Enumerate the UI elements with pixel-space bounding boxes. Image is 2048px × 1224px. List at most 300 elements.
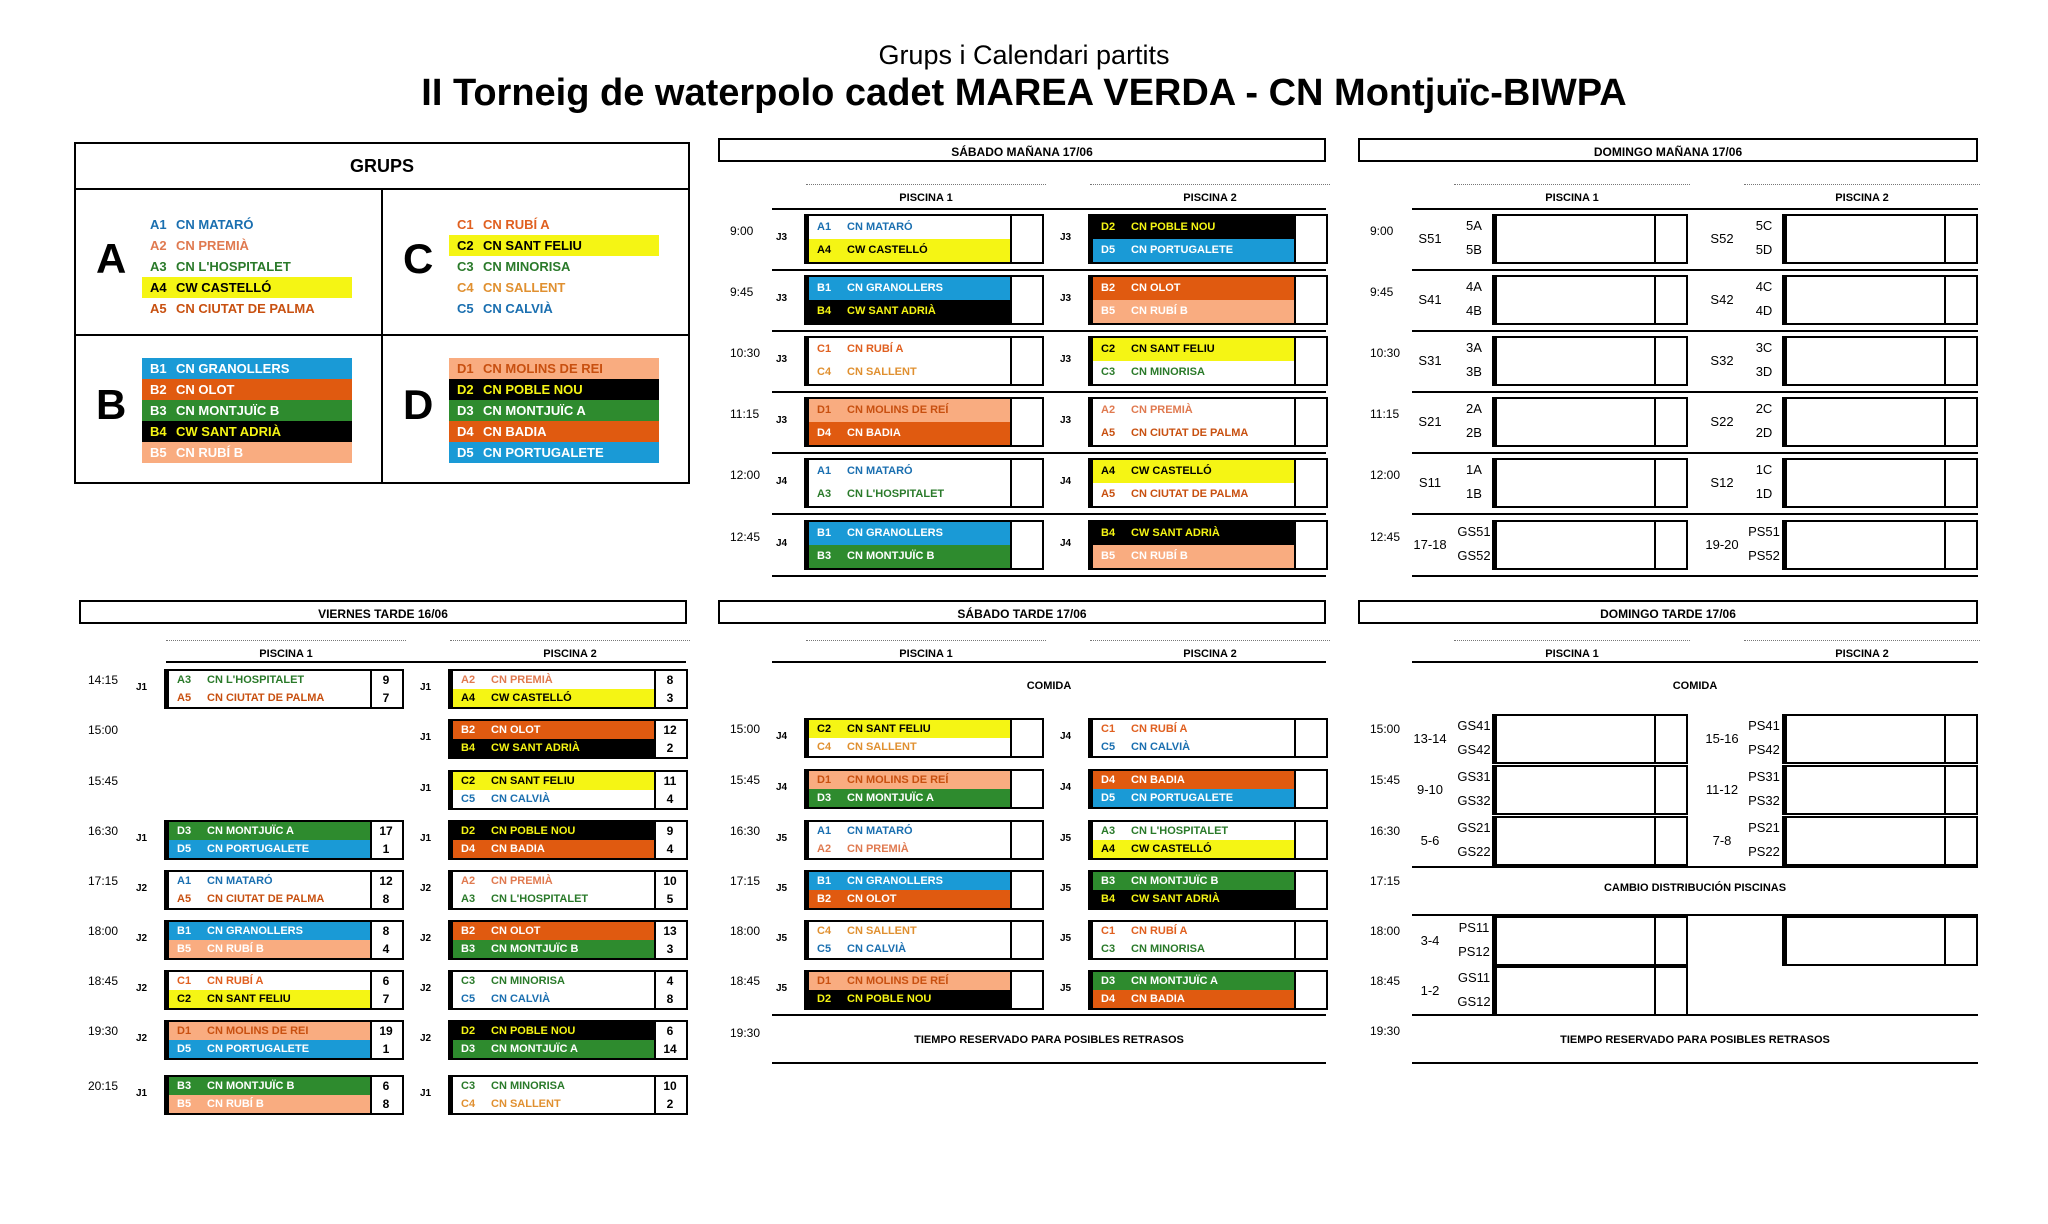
team-name: CN PORTUGALETE (207, 1043, 310, 1055)
score-column (1010, 399, 1042, 445)
team-name: CN MOLINS DE REÍ (847, 774, 949, 786)
score-value: 4 (666, 792, 674, 806)
pool-2-heading: PISCINA 2 (1183, 192, 1237, 204)
score-value: 10 (663, 874, 677, 888)
team-name: CN RUBÍ B (207, 1098, 264, 1110)
team-name: CN OLOT (491, 925, 541, 937)
time-slot: 16:30 (1370, 824, 1401, 838)
score-value: 8 (382, 1097, 390, 1111)
score-value: 19 (379, 1024, 393, 1038)
match-box (804, 820, 1044, 860)
team-code: D1 (817, 975, 832, 987)
match-label: S31 (1418, 353, 1442, 368)
team-code: B1 (150, 361, 167, 376)
match-box (448, 970, 688, 1010)
team-row (169, 1022, 372, 1040)
match-box (1492, 765, 1688, 815)
score-column (1944, 460, 1976, 506)
match-label: S51 (1418, 231, 1442, 246)
team-code: B4 (1101, 527, 1116, 539)
team-code: D4 (461, 843, 476, 855)
team-name: CN MOLINS DE REI (483, 361, 603, 376)
time-slot: 9:00 (730, 224, 754, 238)
match-box (1088, 458, 1328, 508)
group-team-item (449, 235, 659, 256)
team-row (169, 940, 372, 958)
score-column (1654, 918, 1686, 964)
team-code: B3 (461, 943, 476, 955)
team-name: CW SANT ADRIÀ (491, 742, 580, 754)
score-column (654, 922, 686, 958)
pool-1-heading: PISCINA 1 (899, 648, 953, 660)
time-slot: 15:00 (1370, 722, 1401, 736)
team-name: CN PREMIÀ (491, 674, 553, 686)
team-row (809, 460, 1012, 483)
group-team-item (449, 298, 659, 319)
team-row (169, 1095, 372, 1113)
heading-underline (772, 208, 1326, 210)
team-row (453, 689, 656, 707)
team-code: D5 (457, 445, 474, 460)
match-label: S32 (1710, 353, 1734, 368)
row-separator (772, 330, 1326, 332)
team-row (809, 990, 1012, 1008)
round-label: J3 (1060, 354, 1072, 365)
score-column (1654, 460, 1686, 506)
score-column (1654, 216, 1686, 262)
heading-underline (1412, 661, 1978, 663)
seed-a: 3A (1466, 340, 1482, 355)
group-team-item (142, 358, 352, 379)
team-row (809, 922, 1012, 940)
team-name: CN MATARÓ (207, 875, 273, 887)
team-row (169, 872, 372, 890)
score-column (1294, 277, 1326, 323)
round-label: J5 (776, 933, 788, 944)
team-name: CN L'HOSPITALET (847, 488, 945, 500)
team-name: CN SANT FELIU (491, 775, 575, 787)
team-code: A1 (817, 825, 832, 837)
match-box (804, 336, 1044, 386)
team-code: C5 (817, 943, 832, 955)
team-row (1093, 872, 1296, 890)
score-column (1010, 822, 1042, 858)
team-name: CN MONTJUÏC A (491, 1043, 578, 1055)
round-label: J5 (776, 983, 788, 994)
score-column (1010, 972, 1042, 1008)
time-slot: 11:15 (1370, 407, 1400, 421)
group-b-items (142, 358, 352, 463)
time-slot: 9:00 (1370, 224, 1394, 238)
team-code: B4 (1101, 893, 1116, 905)
team-code: B1 (177, 925, 192, 937)
team-row (169, 1040, 372, 1058)
team-code: B2 (150, 382, 167, 397)
row-separator (772, 575, 1326, 577)
score-column (1654, 968, 1686, 1014)
team-name: CN GRANOLLERS (847, 282, 943, 294)
team-row (453, 872, 656, 890)
match-box (1088, 769, 1328, 809)
team-row (453, 822, 656, 840)
saturday-morning-title: SÁBADO MAÑANA 17/06 (718, 138, 1326, 162)
team-code: D2 (817, 993, 832, 1005)
team-name: CN POBLE NOU (491, 825, 576, 837)
pool-1-heading: PISCINA 1 (1545, 192, 1599, 204)
team-code: A1 (817, 465, 832, 477)
score-column (1654, 716, 1686, 762)
team-name: CN MONTJUÏC B (1131, 875, 1219, 887)
row-separator (772, 1014, 1326, 1016)
match-label: S52 (1710, 231, 1734, 246)
time-slot: 10:30 (730, 346, 761, 360)
team-row (809, 890, 1012, 908)
team-row (809, 277, 1012, 300)
seed-b: 5D (1755, 242, 1773, 257)
team-code: D1 (457, 361, 474, 376)
heading-underline (772, 661, 1326, 663)
score-column (1010, 277, 1042, 323)
team-name: CN PREMIÀ (847, 843, 909, 855)
team-row (169, 972, 372, 990)
match-box (1088, 397, 1328, 447)
team-name: CW CASTELLÓ (491, 692, 572, 704)
heading-dotted-line (806, 640, 1046, 641)
team-code: C4 (817, 741, 832, 753)
seed-b: PS42 (1748, 742, 1780, 757)
score-value: 6 (382, 1079, 390, 1093)
group-a (76, 190, 381, 334)
team-row (453, 972, 656, 990)
seed-b: PS32 (1748, 793, 1780, 808)
seed-a: 3C (1755, 340, 1773, 355)
team-row (1093, 300, 1296, 323)
score-column (1010, 460, 1042, 506)
score-value: 8 (382, 924, 390, 938)
heading-dotted-line (166, 640, 406, 641)
match-label: S42 (1710, 292, 1734, 307)
score-column (1654, 767, 1686, 813)
group-team-item (449, 442, 659, 463)
team-row (809, 738, 1012, 756)
seed-b: GS12 (1457, 994, 1491, 1009)
team-name: CN CIUTAT DE PALMA (1131, 488, 1249, 500)
friday-afternoon-title: VIERNES TARDE 16/06 (79, 600, 687, 624)
team-code: D1 (817, 404, 832, 416)
team-code: C1 (1101, 723, 1116, 735)
row-separator (772, 1062, 1326, 1064)
team-row (809, 822, 1012, 840)
pool-1-heading: PISCINA 1 (1545, 648, 1599, 660)
match-box (164, 1020, 404, 1060)
time-slot: 12:00 (730, 468, 761, 482)
team-name: CN MOLINS DE REÍ (847, 404, 949, 416)
pool-1-heading: PISCINA 1 (899, 192, 953, 204)
team-code: A5 (177, 893, 192, 905)
team-code: B3 (1101, 875, 1116, 887)
heading-underline (166, 661, 686, 663)
team-name: CN PREMIÀ (1131, 404, 1193, 416)
match-box (1782, 214, 1978, 264)
round-label: J2 (136, 1033, 148, 1044)
team-row (1093, 277, 1296, 300)
seed-a: 4C (1755, 279, 1773, 294)
round-label: J1 (136, 833, 148, 844)
group-team-item (449, 358, 659, 379)
team-name: CN CIUTAT DE PALMA (1131, 427, 1249, 439)
team-name: CN MONTJUÏC A (483, 403, 586, 418)
seed-a: PS51 (1748, 524, 1780, 539)
team-code: A1 (150, 217, 167, 232)
time-slot: 19:30 (1370, 1024, 1401, 1038)
row-separator (1412, 269, 1978, 271)
round-label: J4 (1060, 476, 1072, 487)
score-column (1010, 720, 1042, 756)
score-column (370, 872, 402, 908)
round-label: J2 (136, 883, 148, 894)
team-code: B4 (461, 742, 476, 754)
time-slot: 18:45 (1370, 974, 1401, 988)
time-slot: 9:45 (730, 285, 754, 299)
team-name: CN GRANOLLERS (847, 875, 943, 887)
score-column (654, 671, 686, 707)
sunday-morning-title: DOMINGO MAÑANA 17/06 (1358, 138, 1978, 162)
team-code: A3 (1101, 825, 1116, 837)
team-name: CN POBLE NOU (491, 1025, 576, 1037)
team-row (809, 972, 1012, 990)
team-code: B2 (1101, 282, 1116, 294)
pool-2-heading: PISCINA 2 (543, 648, 597, 660)
row-separator (772, 269, 1326, 271)
team-row (809, 338, 1012, 361)
team-code: B1 (817, 282, 832, 294)
team-code: B4 (150, 424, 167, 439)
score-value: 8 (382, 892, 390, 906)
team-name: CN MATARÓ (847, 465, 913, 477)
seed-b: GS22 (1457, 844, 1491, 859)
match-box (164, 669, 404, 709)
score-column (1944, 522, 1976, 568)
team-code: A4 (817, 244, 832, 256)
row-separator (1412, 1014, 1978, 1016)
team-code: D2 (461, 1025, 476, 1037)
pool-2-heading: PISCINA 2 (1183, 648, 1237, 660)
score-column (1010, 872, 1042, 908)
match-box (804, 970, 1044, 1010)
team-row (453, 990, 656, 1008)
team-row (1093, 789, 1296, 807)
team-row (809, 771, 1012, 789)
team-row (169, 1077, 372, 1095)
team-row (809, 483, 1012, 506)
time-slot: 18:00 (730, 924, 761, 938)
score-value: 7 (382, 691, 390, 705)
seed-b: 3D (1755, 364, 1773, 379)
group-team-item (142, 277, 352, 298)
seed-b: PS22 (1748, 844, 1780, 859)
team-name: CN MATARÓ (176, 217, 254, 232)
score-column (1294, 872, 1326, 908)
team-name: CN BADIA (491, 843, 545, 855)
team-row (169, 822, 372, 840)
team-name: CN L'HOSPITALET (491, 893, 589, 905)
score-value: 14 (663, 1042, 677, 1056)
groups-table (74, 142, 690, 484)
match-box (1088, 336, 1328, 386)
match-label: 15-16 (1705, 731, 1739, 746)
score-column (654, 721, 686, 757)
score-value: 11 (663, 774, 677, 788)
match-box (1492, 275, 1688, 325)
match-box (448, 1020, 688, 1060)
group-team-item (142, 421, 352, 442)
team-name: CN OLOT (491, 724, 541, 736)
team-row (453, 1022, 656, 1040)
team-name: CN MONTJUÏC A (207, 825, 294, 837)
score-value: 4 (666, 974, 674, 988)
round-label: J4 (776, 538, 788, 549)
round-label: J4 (776, 476, 788, 487)
seed-b: 2B (1466, 425, 1482, 440)
round-label: J3 (1060, 293, 1072, 304)
match-box (1782, 765, 1978, 815)
team-code: A3 (817, 488, 832, 500)
match-box (1782, 520, 1978, 570)
team-row (1093, 840, 1296, 858)
team-name: CN OLOT (1131, 282, 1181, 294)
score-column (370, 922, 402, 958)
match-box (804, 397, 1044, 447)
team-code: A2 (817, 843, 832, 855)
heading-dotted-line (806, 184, 1046, 185)
time-slot: 20:15 (88, 1079, 119, 1093)
team-row (1093, 990, 1296, 1008)
score-value: 3 (666, 942, 674, 956)
match-box (164, 970, 404, 1010)
team-code: B5 (150, 445, 167, 460)
team-code: A4 (461, 692, 476, 704)
time-slot: 12:45 (730, 530, 761, 544)
team-code: C5 (461, 793, 476, 805)
score-column (370, 1077, 402, 1113)
team-code: B5 (1101, 550, 1116, 562)
seed-a: PS31 (1748, 769, 1780, 784)
row-separator (1412, 513, 1978, 515)
team-row (809, 545, 1012, 568)
team-name: CW CASTELLÓ (1131, 843, 1212, 855)
seed-b: 5B (1466, 242, 1482, 257)
heading-dotted-line (450, 640, 690, 641)
score-value: 8 (666, 673, 674, 687)
team-row (1093, 522, 1296, 545)
score-value: 17 (379, 824, 393, 838)
team-name: CN L'HOSPITALET (176, 259, 291, 274)
team-row (1093, 720, 1296, 738)
match-label: S11 (1418, 475, 1442, 490)
team-code: B1 (817, 875, 832, 887)
match-label: S41 (1418, 292, 1442, 307)
heading-dotted-line (1090, 640, 1330, 641)
match-box (804, 458, 1044, 508)
score-column (654, 872, 686, 908)
sunday-afternoon-title: DOMINGO TARDE 17/06 (1358, 600, 1978, 624)
seed-a: GS51 (1457, 524, 1491, 539)
delay-reserve-note: TIEMPO RESERVADO PARA POSIBLES RETRASOS (914, 1034, 1184, 1046)
row-separator (772, 391, 1326, 393)
seed-a: 4A (1466, 279, 1482, 294)
score-value: 9 (382, 673, 390, 687)
time-slot: 15:45 (88, 774, 119, 788)
seed-a: 1C (1755, 462, 1773, 477)
pool-2-heading: PISCINA 2 (1835, 648, 1889, 660)
match-label: 11-12 (1705, 782, 1739, 797)
team-name: CN RUBÍ A (207, 975, 264, 987)
time-slot: 16:30 (730, 824, 761, 838)
score-column (1010, 522, 1042, 568)
group-a-items (142, 214, 352, 319)
row-separator (1412, 1062, 1978, 1064)
team-code: D3 (177, 825, 192, 837)
score-value: 4 (382, 942, 390, 956)
pool-2-heading: PISCINA 2 (1835, 192, 1889, 204)
match-box (804, 870, 1044, 910)
round-label: J5 (1060, 983, 1072, 994)
team-code: A4 (1101, 843, 1116, 855)
match-box (1088, 870, 1328, 910)
team-name: CN CIUTAT DE PALMA (176, 301, 315, 316)
score-column (654, 1022, 686, 1058)
time-slot: 18:00 (88, 924, 119, 938)
team-code: D2 (1101, 221, 1116, 233)
team-code: C4 (817, 925, 832, 937)
team-row (453, 772, 656, 790)
team-row (1093, 422, 1296, 445)
team-row (809, 399, 1012, 422)
team-name: CN RUBÍ B (1131, 305, 1188, 317)
team-row (453, 890, 656, 908)
team-code: C3 (1101, 943, 1116, 955)
team-row (1093, 972, 1296, 990)
round-label: J4 (1060, 538, 1072, 549)
match-box (1782, 336, 1978, 386)
team-name: CN MINORISA (1131, 943, 1205, 955)
team-name: CN PORTUGALETE (1131, 792, 1234, 804)
match-box (1782, 458, 1978, 508)
team-code: D4 (457, 424, 474, 439)
match-box (1492, 966, 1688, 1016)
score-column (1010, 338, 1042, 384)
match-label: 9-10 (1416, 782, 1444, 797)
round-label: J3 (1060, 415, 1072, 426)
team-name: CN MINORISA (483, 259, 571, 274)
score-column (654, 972, 686, 1008)
team-code: D4 (1101, 774, 1116, 786)
team-code: A2 (461, 875, 476, 887)
score-column (1294, 922, 1326, 958)
match-label: 17-18 (1413, 537, 1447, 552)
round-label: J4 (776, 731, 788, 742)
score-column (1294, 771, 1326, 807)
match-box (804, 769, 1044, 809)
team-name: CN PORTUGALETE (207, 843, 310, 855)
seed-b: 1D (1755, 486, 1773, 501)
team-code: A4 (150, 280, 167, 295)
round-label: J1 (420, 1088, 432, 1099)
team-code: D1 (177, 1025, 192, 1037)
team-name: CN MONTJUÏC B (847, 550, 935, 562)
time-slot: 17:15 (88, 874, 119, 888)
group-c-letter: C (403, 235, 434, 282)
